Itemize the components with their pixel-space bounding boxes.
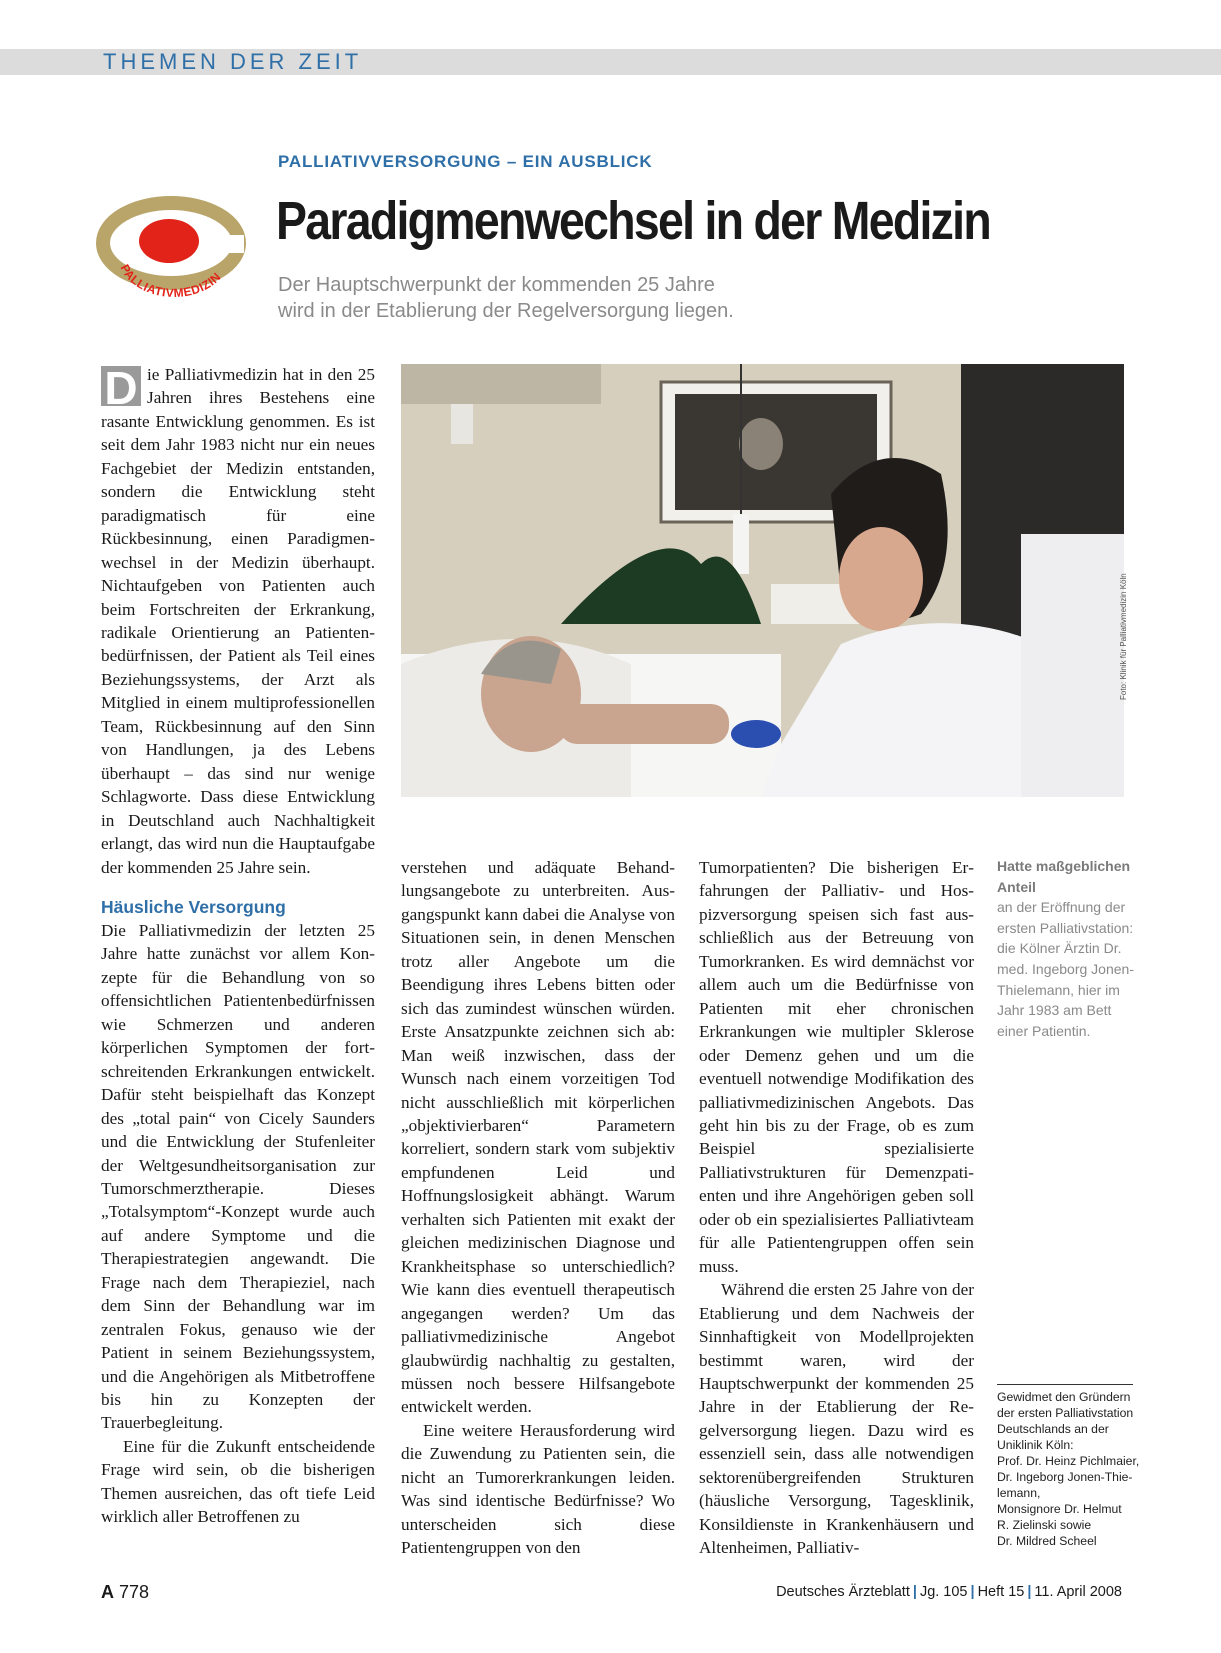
photo-caption (997, 856, 1137, 1041)
caption-heading: Hatte maßgeblichen Anteil (997, 858, 1131, 895)
text-column-3 (699, 856, 974, 1560)
dedication-line: Prof. Dr. Heinz Pichlmaier, (997, 1454, 1140, 1468)
page-letter: A (101, 1582, 114, 1602)
palliativmedizin-logo (96, 195, 246, 315)
intro-paragraph (101, 363, 375, 879)
article-deck (278, 272, 878, 324)
body-paragraph: Die Palliativmedizin der letzten 25 Jahre hatte zunächst vor allem Konzepte für die Behandlung von so offensichtlichen Patientenbedürfnissen wie Schmerzen und anderen körperlichen Symptomen der fortschreitenden Erkrankungen entwickelt. Dafür steht beispielhaft das Konzept des „total pain“ von Cicely Saunders und die Entwicklung der Stufenleiter der Weltgesundheitsorganisation zur Tumorschmerztherapie. Dieses „Totalsymptom“-Konzept wurde auch auf andere Symptome und die Therapiestrategien angewandt. Die Frage nach dem Therapieziel, nach dem Sinn der Behandlung war im zentralen Fokus, genauso wie der Patient in seinem Beziehungssystem, und die Angehörigen als Mitbetroffene bis hin zu Konzepten der Trauerbegleitung. (101, 920, 375, 1433)
dedication-line: der ersten Palliativstation (997, 1406, 1134, 1420)
deck-line-1: Der Hauptschwerpunkt der kommenden 25 Jahre (278, 274, 715, 296)
photo-illustration (401, 364, 1124, 797)
caption-body: an der Eröffnung der ersten Palliativstation: die Kölner Ärztin Dr. med. Ingeborg Jonen-Thielemann, hier im Jahr 1983 am Bett einer Patientin. (997, 899, 1134, 1039)
dedication-line: R. Zielinski sowie (997, 1518, 1092, 1532)
article-kicker: PALLIATIVVERSORGUNG – EIN AUSBLICK (278, 152, 653, 171)
journal-date: 11. April 2008 (1034, 1584, 1122, 1600)
page-number-value: 778 (119, 1582, 150, 1602)
dedication-box (997, 1384, 1140, 1549)
intro-paragraph-text: ie Palliativmedizin hat in den 25 Jahren ihres Bestehens eine rasante Entwicklung genommen. Es ist seit dem Jahr 1983 nicht nur ein neues Fachgebiet der Medizin entstanden, sondern die Entwicklung steht paradigmatisch für eine Rückbesinnung, einen Paradigmenwechsel in der Medizin überhaupt. Nichtaufgeben von Patienten auch beim Fortschreiten der Erkrankung, radikale Orientierung an Patientenbedürfnissen, der Patient als Teil eines Beziehungssystems, der Arzt als Mitglied in einem multiprofessionellen Team, Rückbesinnung auf den Sinn von Handlungen, ja des Lebens überhaupt – das sind nur wenige Schlagworte. Dass diese Entwicklung in Deutschland auch Nachhaltigkeit erlangt, das wird nun die Hauptaufgabe der kommenden 25 Jahre sein. (101, 365, 375, 877)
footer-separator: | (1027, 1584, 1032, 1600)
dedication-line: Gewidmet den Gründern (997, 1390, 1131, 1404)
text-column-1 (101, 363, 375, 1529)
journal-issue: Heft 15 (977, 1584, 1025, 1600)
article-headline: Paradigmenwechsel in der Medizin (276, 191, 991, 251)
logo-text: PALLIATIVMEDIZIN (117, 262, 224, 301)
footer-separator: | (970, 1584, 975, 1600)
drop-cap: D (101, 366, 141, 406)
dedication-line: lemann, (997, 1486, 1041, 1500)
page-number (101, 1582, 149, 1603)
journal-footer (776, 1584, 1122, 1600)
body-paragraph: Eine weitere Herausforderung wird die Zuwendung zu Patienten sein, die nicht an Tumorerkrankungen leiden. Was sind identische Bedürfnisse? Wo unterscheiden sich diese Patientengruppen von den (401, 1420, 675, 1558)
journal-name: Deutsches Ärzteblatt (776, 1584, 910, 1600)
subheading-haeusliche-versorgung: Häusliche Versorgung (101, 896, 286, 917)
dedication-line: Monsignore Dr. Helmut (997, 1502, 1122, 1516)
dedication-line: Dr. Ingeborg Jonen-Thie- (997, 1470, 1133, 1484)
body-paragraph: verstehen und adäquate Behandlungsangebote zu unterbreiten. Ausgangspunkt kann dabei die Analyse von Situationen sein, in denen Menschen trotz aller Angebote um die Beendigung ihres Lebens bitten oder sich das zumindest wünschen würden. Erste Ansatzpunkte zeichnen sich ab: Man weiß inzwischen, dass der Wunsch nach einem vorzeitigen Tod nicht ausschließlich mit körperlichen „objektivierbaren“ Parametern korreliert, sondern stark vom subjektiv empfundenen Leid und Hoffnungslosigkeit abhängt. Warum verhalten sich Patienten mit exakt der gleichen medizinischen Diagnose und Krankheitsphase so unterschiedlich? Wie kann dies eventuell therapeutisch angegangen werden? Um das palliativmedizinische Angebot glaubwürdig nachhaltig zu gestalten, müssen noch bessere Hilfsangebote entwickelt werden. (401, 858, 675, 1417)
dedication-line: Deutschlands an der (997, 1422, 1109, 1436)
section-label: THEMEN DER ZEIT (103, 49, 363, 74)
footer-separator: | (912, 1584, 917, 1600)
article-photo (401, 364, 1124, 797)
text-column-2 (401, 856, 675, 1560)
body-paragraph: Eine für die Zukunft entscheidende Frage wird sein, ob die bisherigen Themen ausreichen, das oft tiefe Leid wirklich aller Betroffenen zu (101, 1436, 375, 1527)
deck-line-2: wird in der Etablierung der Regelversorgung liegen. (278, 300, 734, 322)
journal-volume: Jg. 105 (919, 1584, 968, 1600)
dedication-line: Dr. Mildred Scheel (997, 1534, 1097, 1548)
body-paragraph: Tumorpatienten? Die bisherigen Erfahrungen der Palliativ- und Hospizversorgung speisen sich fast ausschließlich aus der Betreuung von Tumorkranken. Es wird demnächst vor allem auch um die Bedürfnisse von Patienten mit eher chronischen Erkrankungen wie multipler Sklerose oder Demenz gehen und um die eventuell notwendige Modifikation des palliativmedizinischen Angebots. Das geht hin bis zu der Frage, ob es zum Beispiel spezialisierte Palliativstrukturen für Demenzpatienten und ihre Angehörigen geben soll oder ob ein spezialisiertes Palliativteam für alle Patientengruppen offen sein muss. (699, 858, 974, 1276)
body-paragraph: Während die ersten 25 Jahre von der Etablierung und dem Nachweis der Sinnhaftigkeit von Modellprojekten bestimmt waren, wird der Hauptschwerpunkt der kommenden 25 Jahre in der Etablierung der Regelversorgung liegen. Dazu wird es essenziell sein, dass alle notwendigen sektorenübergreifenden Strukturen (häusliche Versorgung, Tagesklinik, Konsildienste in Krankenhäusern und Altenheimen, Palliativ- (699, 1280, 974, 1558)
photo-credit: Foto: Klinik für Palliativmedizin Köln (1119, 573, 1128, 700)
dedication-line: Uniklinik Köln: (997, 1438, 1074, 1452)
